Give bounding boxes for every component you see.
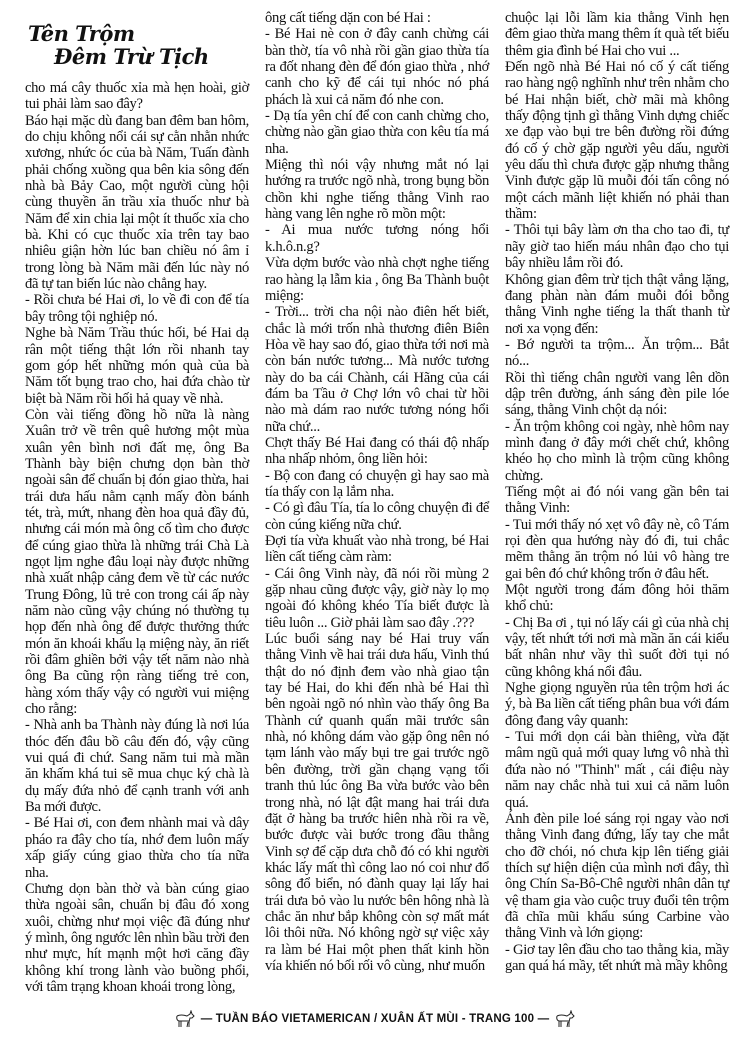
paragraph: Đợi tía vừa khuất vào nhà trong, bé Hai liền cất tiếng càm ràm: [265, 533, 489, 566]
paragraph: cho má cây thuốc xỉa mà hẹn hoài, giờ tui phải làm sao đây? [25, 80, 249, 113]
paragraph: - Dạ tía yên chí để con canh chừng cho, chừng nào gần giao thừa con kêu tía má nha. [265, 108, 489, 157]
paragraph: Đến ngõ nhà Bé Hai nó cố ý cất tiếng rao hàng ngộ nghĩnh như trên nhằm cho bé Hai nhận biết, chờ mãi mà không thấy động tịnh gì thằng Vinh dựng chiếc xe đạp vào bụi tre bên đường rồi đứng đó cố ý chờ gặp người yêu dấu, người yêu dấu thì chưa được gặp nhưng thằng Vinh được gặp lũ muỗi đói tấn công nó một cách mãnh liệt khiến nó phải than thầm: [505, 59, 729, 223]
paragraph: - Tui mới thấy nó xẹt vô đây nè, cô Tám rọi đèn qua hướng này đó đi, tui chắc mẽm thằng ăn trộm nó lủi vô hàng tre gai bên đó chứ không trốn ở đâu hết. [505, 516, 729, 582]
paragraph: Nghe bà Năm Trầu thúc hối, bé Hai dạ rân một tiếng thật lớn rồi nhanh tay gom góp hết những món quà của bà Năm tốt bụng trao cho, hai đứa chào từ biệt bà Năm rồi hối hả quay về nhà. [25, 325, 249, 407]
paragraph: ông cất tiếng dặn con bé Hai : [265, 10, 431, 26]
paragraph: chuộc lại lỗi lầm kia thằng Vinh hẹn đêm giao thừa mang thêm ít quà tết biếu thêm gia đình bé Hai cho vui ... [505, 10, 729, 59]
paragraph: - Nhà anh ba Thành này đúng là nơi lúa thóc đến đâu bồ câu đến đó, vậy cũng vui quá đi chứ. Sang năm tui mà mần ăn khấm khá tui sẽ mua chục ký chà là dụ mấy đứa nhỏ để cạnh tranh với anh Ba mới được. [25, 717, 249, 816]
paragraph: - Tui mới dọn cái bàn thiêng, vừa đặt mâm ngũ quả mới quay lưng vô nhà thì đứa nào nó "Thinh" mất , cái điệu này năm nay chắc nhà tui xui cả năm luôn quá. [505, 729, 729, 811]
paragraph: - Giơ tay lên đầu cho tao thằng kia, mầy gan quá há mầy, tết nhứt mà mầy không [505, 941, 729, 974]
article-columns [0, 10, 750, 995]
paragraph: Ánh đèn pile loé sáng rọi ngay vào nơi thằng Vinh đang đứng, lấy tay che mắt cho đỡ chói, nó chưa kịp lên tiếng giải thích sự hiện diện của mình nơi đây, thì ông Chín Sa-Bô-Chê người nhân dân tự vệ tham gia vào cuộc truy đuổi tên trộm đã chĩa mũi khẩu súng Carbine vào thằng Vinh và lớn giọng: [505, 810, 729, 942]
article-title-line-1: Tên Trộm [28, 21, 135, 46]
paragraph: - Trời... trời cha nội nào điên hết biết, chắc là mới trốn nhà thương điên Biên Hòa về hay sao đó, giao thừa tới nơi mà còn bán nước tương... Mà nước tương này do ba cái Chành, cái Hãng của cái đám ba Tầu ở Chợ lớn vô chai từ hồi nào mà dám rao nước tương nóng hổi nữa chứ... [265, 304, 489, 435]
paragraph: Nghe giọng nguyền rủa tên trộm hơi ác ý, bà Ba liền cất tiếng phân bua với đám đông đang vây quanh: [505, 680, 729, 729]
article-title [28, 22, 249, 68]
article-title-line-2: Đêm Trừ Tịch [54, 44, 209, 69]
paragraph: Chưng dọn bàn thờ và bàn cúng giao thừa ngoài sân, chuẩn bị đâu đó xong xuôi, chừng như mọi việc đã đúng như ý mình, ông ngước lên nhìn bầu trời đen như mực, hít mạnh một hơi căng đầy không khí trong lành vào buồng phổi, với tâm trạng khoan khoái trong lòng, [25, 880, 249, 995]
paragraph: - Có gì đâu Tía, tía lo công chuyện đi để còn cúng kiếng nữa chứ. [265, 500, 489, 533]
paragraph: - Bé Hai ơi, con đem nhành mai và dây pháo ra đây cho tía, nhớ đem luôn mấy xấp giấy cúng giao thừa cho tía nữa nha. [25, 815, 249, 881]
paragraph: Chợt thấy Bé Hai đang có thái độ nhấp nha nhấp nhỏm, ông liền hỏi: [265, 434, 489, 468]
paragraph: Rồi thì tiếng chân người vang lên dồn dập trên đường, ánh sáng đèn pile lóe sáng, thằng Vinh chột dạ nói: [505, 369, 729, 419]
paragraph: Không gian đêm trừ tịch thật vắng lặng, đang phàn nàn đám muỗi đói bỗng thằng Vinh nghe tiếng la thất thanh từ nơi xa vọng đến: [505, 271, 729, 337]
paragraph: Lúc buổi sáng nay bé Hai truy vấn thằng Vinh về hai trái dưa hấu, Vinh thú thật do nó định đem vào nhà giao tận tay bé Hai, do khi đến nhà bé Hai thì bên ngoài ngõ nó nhìn vào thấy ông Ba Thành cứ quanh quẩn mãi trước sân nhà, nó không dám vào gặp ông nên nó tạm lánh vào mấy bụi tre gai trước ngõ bên đường, trời gần chạng vạng tối tranh thủ lúc ông Ba vừa bước vào bên trong nhà, nó lật đật mang hai trái dưa đặt ở hàng ba trước hiên nhà rồi ra về, bước được vài bước trong đầu thằng Vinh sợ để cặp dưa chỗ đó có khi người khác lấy mất thì công lao nó coi như đổ sông đổ biển, nó đành quay lại lấy hai trái dưa bỏ vào lu nước bên hông nhà là chắc ăn như bắp không còn sợ mất mát lôi thôi nữa. Nó không ngờ sự việc xảy ra làm bé Hai một phen thất kinh hồn vía khiến nó bối rối vô cùng, như muốn [265, 631, 489, 974]
paragraph: - Rồi chưa bé Hai ơi, lo về đi con để tía bây trông tội nghiệp nó. [25, 292, 249, 325]
paragraph: - Thôi tụi bây làm ơn tha cho tao đi, tự nãy giờ tao hiến máu nhân đạo cho tụi bây nhiều lắm rồi đó. [505, 222, 729, 272]
paragraph: - Bộ con đang có chuyện gì hay sao mà tía thấy con lạ lắm nha. [265, 467, 489, 500]
text-column-1 [25, 80, 249, 995]
goat-icon [555, 1010, 575, 1028]
paragraph: - Bớ người ta trộm... Ăn trộm... Bắt nó... [505, 336, 729, 370]
paragraph: - Cái ông Vinh này, đã nói rồi mùng 2 gặp nhau cũng được vậy, giờ này lọ mọ ngoài đó không khéo Tía biết được là tiêu luôn ... Giờ phải làm sao đây .??? [265, 565, 489, 631]
column-2-wrapper [265, 10, 489, 974]
spacer [0, 995, 750, 1009]
paragraph: - Ăn trộm không coi ngày, nhè hôm nay mình đang ở đây mới chết chứ, không khéo họ cho mình là trộm cũng không chừng. [505, 418, 729, 484]
paragraph: - Ai mua nước tương nóng hổi k.h.ô.n.g? [265, 222, 489, 255]
paragraph: - Chị Ba ơi , tụi nó lấy cái gì của nhà chị vậy, tết nhứt tới nơi mà mần ăn cái kiểu bất nhân như vầy thì suốt đời tụi nó cũng không khá nổi đâu. [505, 614, 729, 680]
page-footer [0, 1009, 750, 1029]
column-3-wrapper [505, 10, 729, 974]
footer-text: — TUẦN BÁO VIETAMERICAN / XUÂN ẤT MÙI - TRANG 100 — [200, 1013, 550, 1026]
column-1-wrapper [25, 10, 249, 995]
paragraph: - Bé Hai nè con ở đây canh chừng cái bàn thờ, tía vô nhà rồi gần giao thừa tía ra đốt nhang đèn để đón giao thừa , nhớ canh cho kỹ để cái tụi nhóc nó phá phách là xui cả năm đó nhe con. [265, 26, 489, 108]
paragraph: Tiếng một ai đó nói vang gần bên tai thằng Vinh: [505, 483, 729, 517]
text-column-2 [265, 10, 489, 974]
goat-icon [175, 1010, 195, 1028]
paragraph: Còn vài tiếng đồng hồ nữa là nàng Xuân trở về trên quê hương một mùa xuân yên bình nơi đất mẹ, ông Ba Thành bày biện chưng dọn bàn thờ ngoài sân để chuẩn bị đón giao thừa, hai trái dưa hấu nằm cạnh mấy đòn bánh tét, trà, mứt, nhang đèn hoa quả đầy đủ, nhưng cái món mà ông cố tìm cho được để cúng giao thừa là những trái Chà Là ngọt lịm nghe đâu loại này được những nhà xuất nhập cảng đem về từ các nước Trung Đông, lũ trẻ con trong cái ấp này năm nào cũng vậy chúng nó thường tụ họp đến nhà ông để được thưởng thức món ăn khoái khẩu lạ miệng này, ăn riết rồi đâm ghiền bởi vậy tết năm nào nhà ông Ba cũng rộn ràng tiếng trẻ con, hàng xóm thấy vậy có người vui miệng cho rằng: [25, 406, 249, 718]
text-column-3 [505, 10, 729, 974]
paragraph: Vừa dợm bước vào nhà chợt nghe tiếng rao hàng lạ lẫm kia , ông Ba Thành buột miệng: [265, 255, 489, 304]
paragraph: Miệng thì nói vậy nhưng mắt nó lại hướng ra trước ngõ nhà, trong bụng bồn chồn khi nghe tiếng thằng Vinh rao hàng vang lên nghe rõ mồn một: [265, 157, 489, 223]
paragraph: Báo hại mặc dù đang ban đêm ban hôm, do chịu không nổi cái sự cằn nhằn nhức xương, nhức óc của bà Năm, Tuấn đành phải chống xuồng qua bên kia sông đến nhà bà Bảy Cao, một người cùng hội cùng thuyền ăn trầu xỉa thuốc như bà Năm để xin chia lại một ít thuốc xỉa cho bà. Khi có cục thuốc xỉa trên tay bao nhiêu giận hờn lúc ban chiều nó âm ỉ trong lòng bà Năm mãi đến lúc này nó đã tự tan biến lúc nào chẳng hay. [25, 112, 249, 293]
paragraph: Một người trong đám đông hỏi thăm khổ chủ: [505, 582, 729, 615]
